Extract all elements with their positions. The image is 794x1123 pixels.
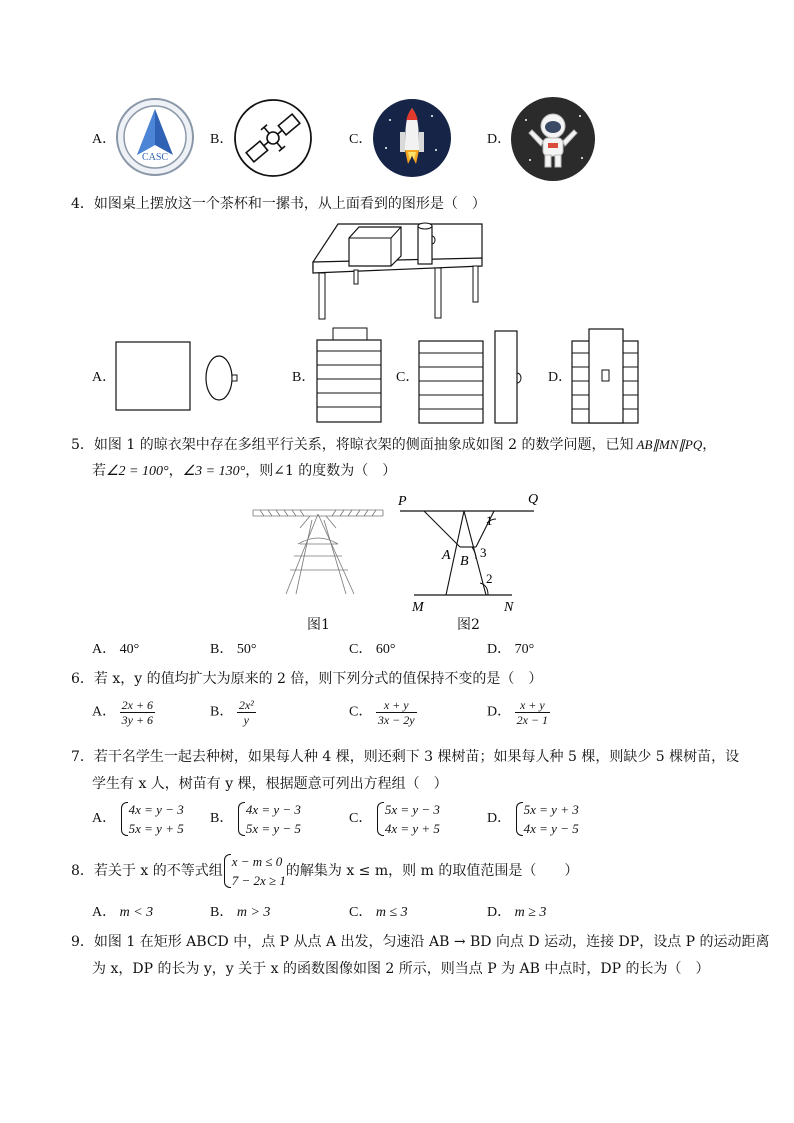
q6-option-c[interactable]: C． $\frac{x + y}{3x - 2y}$ [349, 698, 415, 727]
q5-fig1-caption: 图1 [307, 617, 330, 633]
q5-fig2-caption: 图2 [457, 617, 480, 633]
casc-logo-text: CASC [141, 152, 169, 163]
q6-option-d[interactable]: D． $\frac{x + y}{2x - 1}$ [487, 698, 549, 727]
q6-stem: 6．若 x，y 的值均扩大为原来的 2 倍，则下列分式的值保持不变的是（ ） [71, 671, 543, 687]
q3-option-a-label[interactable]: A． [92, 132, 117, 147]
q3-option-b-label[interactable]: B． [210, 132, 234, 147]
q5-stem-prefix: 若 [92, 463, 106, 479]
q5-stem-suffix: ，则∠1 的度数为（ ） [245, 463, 397, 479]
q4-option-c-label[interactable]: C． [396, 370, 420, 385]
q3-option-d-label[interactable]: D． [487, 132, 512, 147]
q5-option-a[interactable]: A． 40° [92, 642, 140, 657]
q5-label-angle2: 2 [486, 571, 493, 586]
q5-label-n: N [504, 600, 514, 615]
q5-label-angle1: 1 [486, 513, 493, 528]
q8-option-d[interactable]: D． m ≥ 3 [487, 905, 547, 920]
q5-clothes-rack-figure [250, 500, 386, 600]
q6-option-b[interactable]: B． $\frac{\text{2x²}}{y}$ [210, 698, 254, 727]
q5-stem-line2 [92, 462, 396, 481]
q5-angle3-condition: ∠3 = 130° [182, 464, 246, 479]
q5-label-q: Q [528, 492, 539, 507]
q5-label-m: M [412, 600, 424, 615]
q4-option-b-label[interactable]: B． [292, 370, 316, 385]
q5-label-a: A [442, 548, 451, 563]
q7-stem-line2: 学生有 x 人，树苗有 y 棵，根据题意可列出方程组（ ） [92, 776, 448, 792]
q8-stem-suffix: 的解集为 x ≤ m，则 m 的取值范围是（ ） [285, 863, 579, 879]
q5-separator: ， [168, 463, 183, 479]
q5-geometry-figure [394, 487, 544, 617]
q7-option-c[interactable]: C． 5x = y − 3 4x = y + 5 [349, 802, 440, 836]
q4-option-a-label[interactable]: A． [92, 370, 117, 385]
q8-option-a[interactable]: A． m < 3 [92, 905, 154, 920]
q5-option-b[interactable]: B． 50° [210, 642, 257, 657]
q8-inequality-system: x − m ≤ 0 7 − 2x ≥ 1 [223, 852, 286, 890]
satellite-outline-icon [233, 98, 313, 178]
q4-option-d-label[interactable]: D． [548, 370, 573, 385]
q6-option-a[interactable]: A． $\frac{2x + 6}{3y + 6}$ [92, 698, 154, 727]
q5-option-d[interactable]: D． 70° [487, 642, 535, 657]
q8-option-b[interactable]: B． m > 3 [210, 905, 271, 920]
q4-option-b-figure [315, 326, 385, 426]
q4-option-a-figure [114, 340, 244, 414]
q7-option-b[interactable]: B． 4x = y − 3 5x = y − 5 [210, 802, 301, 836]
q5-label-b: B [460, 554, 469, 569]
q5-label-angle3: 3 [480, 545, 487, 560]
q9-stem-line1: 9．如图 1 在矩形 ABCD 中，点 P 从点 A 出发，匀速沿 AB → BD 向点 D 运动，连接 DP，设点 P 的运动距离 [71, 934, 770, 950]
q5-angle2-condition: ∠2 = 100° [106, 464, 169, 479]
q8-stem [71, 852, 578, 890]
q5-option-c[interactable]: C． 60° [349, 642, 396, 657]
q7-option-d[interactable]: D． 5x = y + 3 4x = y − 5 [487, 802, 579, 836]
q8-option-c[interactable]: C． m ≤ 3 [349, 905, 408, 920]
rocket-icon [372, 98, 452, 178]
q9-stem-line2: 为 x，DP 的长为 y，y 关于 x 的函数图像如图 2 所示，则当点 P 为 AB 中点时，DP 的长为（ ） [92, 961, 710, 977]
q8-stem-prefix: 8．若关于 x 的不等式组 [71, 863, 223, 879]
q5-stem-line1: 5．如图 1 的晾衣架中存在多组平行关系，将晾衣架的侧面抽象成如图 2 的数学问题，已知 AB∥MN∥PQ， [71, 437, 717, 453]
q5-parallel-condition: AB∥MN∥PQ [636, 437, 703, 452]
q4-option-d-figure [570, 327, 642, 425]
q5-stem-text: 5．如图 1 的晾衣架中存在多组平行关系，将晾衣架的侧面抽象成如图 2 的数学问题，已知 [71, 437, 634, 453]
casc-logo-icon [115, 97, 195, 177]
q7-stem-line1: 7．若干名学生一起去种树，如果每人种 4 棵，则还剩下 3 棵树苗；如果每人种 5 棵，则缺少 5 棵树苗，设 [71, 749, 740, 765]
q4-stem: 4．如图桌上摆放这一个茶杯和一摞书，从上面看到的图形是（ ） [71, 196, 486, 212]
q4-option-c-figure [417, 329, 529, 425]
q7-option-a[interactable]: A． 4x = y − 3 5x = y + 5 [92, 802, 184, 836]
q4-table-figure [305, 218, 490, 324]
q5-label-p: P [398, 494, 407, 509]
astronaut-icon [510, 96, 596, 182]
q3-option-c-label[interactable]: C． [349, 132, 373, 147]
